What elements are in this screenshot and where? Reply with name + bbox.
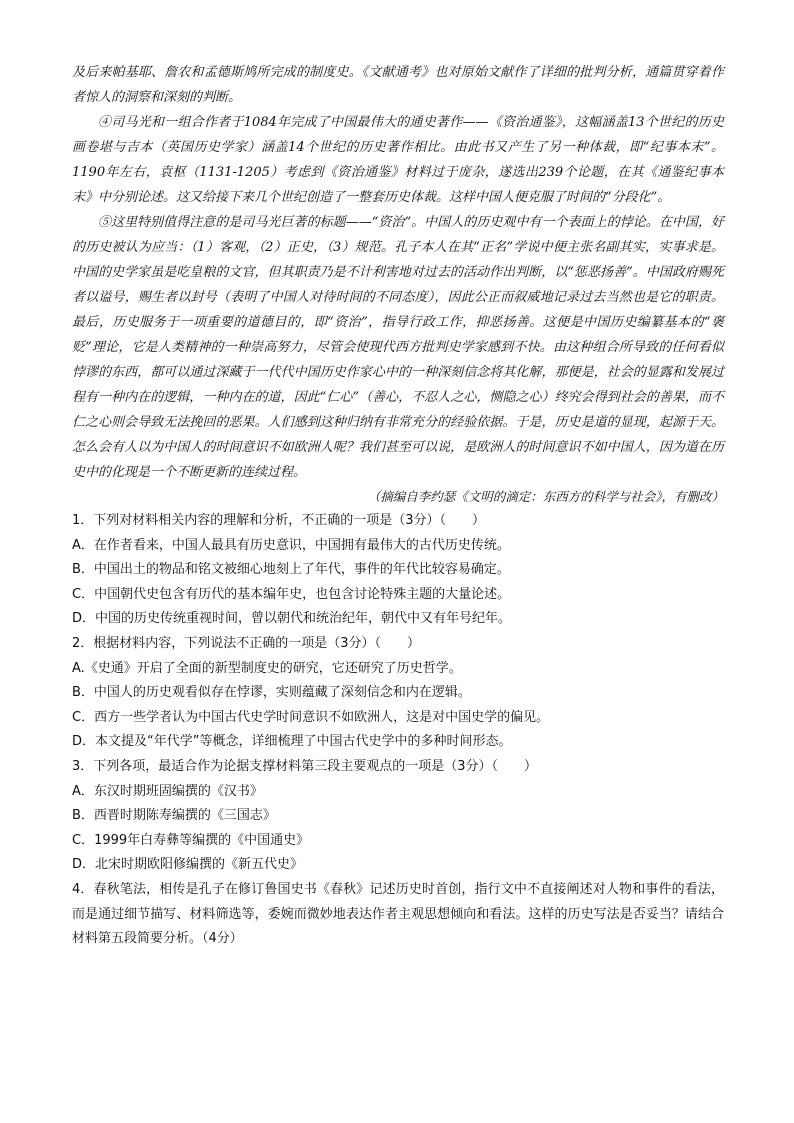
passage-paragraph-5: ⑤这里特别值得注意的是司马光巨著的标题——“资治”。中国人的历史观中有一个表面上的悖论。在中国，好的历史被认为应当：（1）客观，（2）正史，（3）规范。孔子本人在其“正名”学说中便主张名副其实，实事求是。中国的史学家虽是吃皇粮的文官，但其职责乃是不计利害地对过去的活动作出判断，以“惩恶扬善”。中国政府赐死者以谥号，赐生者以封号（表明了中国人对待时间的不同态度），因此公正而叙威地记录过去当然也是它的职责。最后，历史服务于一项重要的道德目的，即“资治”，指导行政工作，抑恶扬善。这便是中国历史编纂基本的“褒贬”理论，它是人类精神的一种崇高努力，尽管会使现代西方批判史学家感到不快。由这种组合所导致的任何看似悖谬的东西，都可以通过深藏于一代代中国历史作家心中的一种深刻信念将其化解，那便是，社会的显露和发展过程有一种内在的逻辑，一种内在的道，因此“仁心”（善心，不忍人之心，恻隐之心）终究会得到社会的善果，而不仁之心则会导致无法挽回的恶果。人们感到这种归纳有非常充分的经验依据。于是，历史是道的显现，起源于天。怎么会有人以为中国人的时间意识不如欧洲人呢？我们甚至可以说，是欧洲人的时间意识不如中国人，因为道在历史中的化现是一个不断更新的连续过程。 <box>72 215 724 480</box>
passage-paragraph-4: ④司马光和一组合作者于1084年完成了中国最伟大的通史著作——《资治通鉴》，这幅涵盖13个世纪的历史画卷堪与吉本（英国历史学家）涵盖14个世纪的历史著作相比。由此书又产生了另一种体裁，即“纪事本末”。1190年左右，袁枢（1131-1205）考虑到《资治通鉴》材料过于庞杂，遂选出239个论题，在其《通鉴纪事本末》中分别论述。这又给接下来几个世纪创造了一整套历史体裁。这样中国人便克服了时间的“分段化”。 <box>72 115 724 205</box>
question-option: D．北宋时期欧阳修编撰的《新五代史》 <box>72 857 304 873</box>
question-option: D．中国的历史传统重视时间，曾以朝代和统治纪年，朝代中又有年号纪年。 <box>72 611 512 627</box>
question-option: A．在作者看来，中国人最具有历史意识，中国拥有最伟大的古代历史传统。 <box>72 537 510 553</box>
question-2 <box>72 632 724 755</box>
question-stem: 3．下列各项，最适合作为论据支撑材料第三段主要观点的一项是（3分）（ ） <box>72 758 538 774</box>
question-stem: 1．下列对材料相关内容的理解和分析，不正确的一项是（3分）（ ） <box>72 513 486 528</box>
question-option: C．1999年白寿彝等编撰的《中国通史》 <box>72 832 310 848</box>
question-option: C．中国朝代史包含有历代的基本编年史，也包含讨论特殊主题的大量论述。 <box>72 586 511 602</box>
question-option: A.《史通》开启了全面的新型制度史的研究，它还研究了历史哲学。 <box>72 660 462 676</box>
question-option: D．本文提及“年代学”等概念，详细梳理了中国古代史学中的多种时间形态。 <box>72 734 512 750</box>
question-1 <box>72 509 724 632</box>
question-option: B．西晋时期陈寿编撰的《三国志》 <box>72 808 276 824</box>
question-option: B．中国出土的物品和铭文被细心地刻上了年代，事件的年代比较容易确定。 <box>72 562 510 578</box>
passage-source: （摘编自李约瑟《文明的滴定：东西方的科学与社会》，有删改） <box>367 489 724 504</box>
question-option: A．东汉时期班固编撰的《汉书》 <box>72 783 263 799</box>
question-option: C．西方一些学者认为中国古代史学时间意识不如欧洲人，这是对中国史学的偏见。 <box>72 709 550 725</box>
question-3 <box>72 755 724 878</box>
passage-paragraph-continued: 及后来帕基耶、詹农和孟德斯鸠所完成的制度史。《文献通考》也对原始文献作了详细的批判分析，通篇贯穿着作者惊人的洞察和深刻的判断。 <box>72 65 724 105</box>
question-stem: 2．根据材料内容，下列说法不正确的一项是（3分）（ ） <box>72 635 421 651</box>
question-option: B．中国人的历史观看似存在悖谬，实则蕴藏了深刻信念和内在逻辑。 <box>72 685 471 701</box>
question-stem: 4．春秋笔法，相传是孔子在修订鲁国史书《春秋》记述历史时首创，指行文中不直接阐述对人物和事件的看法，而是通过细节描写、材料筛选等，委婉而微妙地表达作者主观思想倾向和看法。这样的历史写法是否妥当？请结合材料第五段简要分析。（4分） <box>72 881 724 947</box>
exam-page <box>72 60 724 952</box>
question-4 <box>72 878 724 952</box>
